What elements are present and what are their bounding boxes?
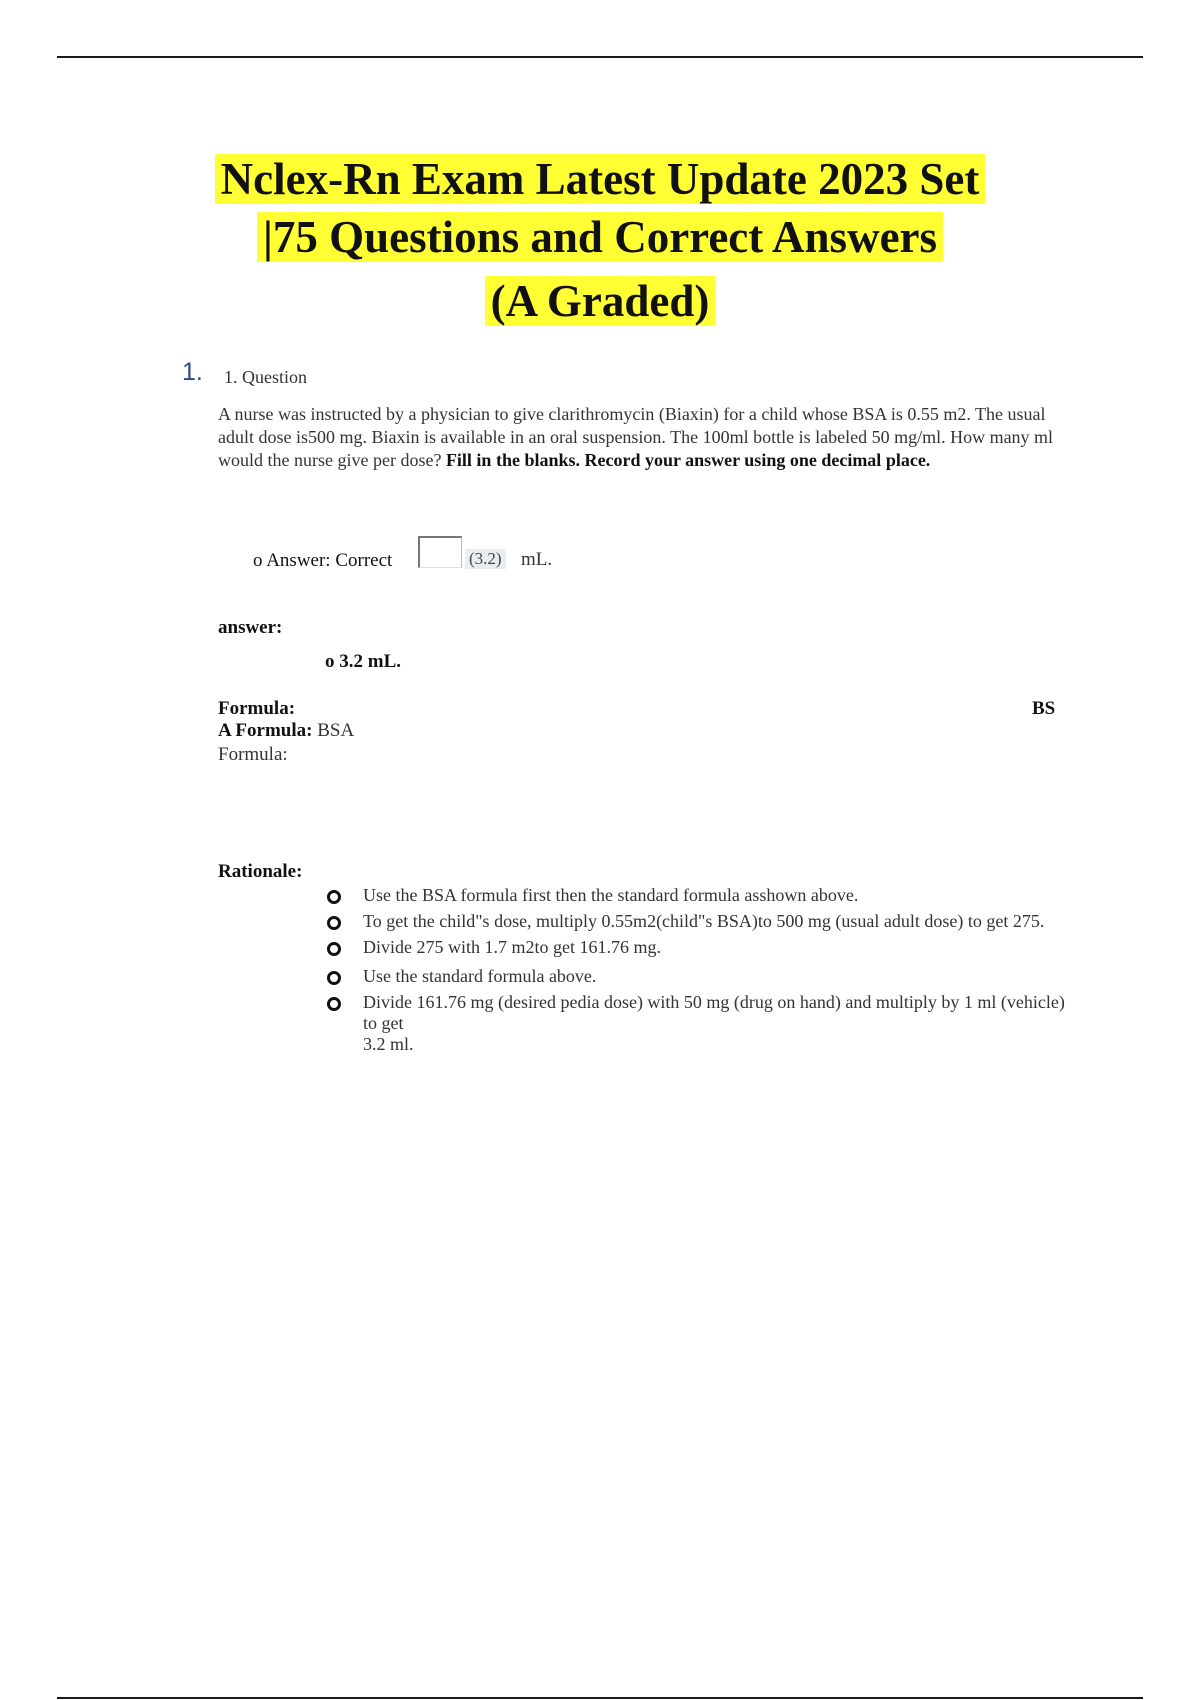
title-line-2: |75 Questions and Correct Answers: [257, 212, 943, 262]
bsa-formula-label: A Formula:: [218, 720, 313, 741]
answer-unit: mL.: [521, 549, 553, 570]
bsa-formula-line: [218, 720, 354, 742]
rationale-item-continuation: 3.2 ml.: [363, 1034, 414, 1054]
answer-line-prefix: o Answer: Correct: [253, 550, 393, 571]
rationale-item: To get the child"s dose, multiply 0.55m2(child"s BSA)to 500 mg (usual adult dose) to get 275.: [325, 911, 1065, 932]
rationale-item: Use the BSA formula first then the standard formula asshown above.: [325, 885, 1065, 906]
answer-value: (3.2): [465, 549, 506, 569]
bottom-rule: [57, 1697, 1143, 1699]
formula-label-right: BS: [1032, 698, 1056, 719]
bsa-formula-value: BSA: [317, 720, 355, 741]
rationale-item: Divide 275 with 1.7 m2to get 161.76 mg.: [325, 937, 1065, 958]
circle-bullet-icon: [327, 916, 341, 930]
rationale-item: Use the standard formula above.: [325, 966, 1065, 987]
question-label: 1. Question: [224, 367, 307, 387]
document-title: [100, 150, 1100, 330]
rationale-list: [325, 885, 1065, 1055]
title-line-1: Nclex-Rn Exam Latest Update 2023 Set: [215, 154, 986, 204]
circle-bullet-icon: [327, 997, 341, 1011]
title-line-3: (A Graded): [485, 276, 716, 326]
correct-answer-value: o 3.2 mL.: [325, 651, 401, 672]
question-text: A nurse was instructed by a physician to give clarithromycin (Biaxin) for a child whose BSA is 0.55 m2. The usual adult dose is500 mg. Biaxin is available in an oral suspension. The 100ml bottle is labeled 50 mg/ml. How many ml would the nurse give per dose?: [218, 404, 1054, 470]
question-body: [218, 403, 1078, 472]
circle-bullet-icon: [327, 890, 341, 904]
rationale-label: Rationale:: [218, 861, 303, 882]
formula-label: Formula:: [218, 698, 296, 719]
formula-label-3: Formula:: [218, 744, 288, 765]
answer-blank-input[interactable]: [418, 536, 462, 568]
question-list-number: 1.: [182, 358, 203, 386]
correct-answer-label: answer:: [218, 617, 283, 638]
circle-bullet-icon: [327, 942, 341, 956]
rationale-item: Divide 161.76 mg (desired pedia dose) with 50 mg (drug on hand) and multiply by 1 ml (vehicle) to get 3.2 ml.: [325, 992, 1065, 1055]
top-rule: [57, 56, 1143, 58]
circle-bullet-icon: [327, 971, 341, 985]
question-instruction: Fill in the blanks. Record your answer using one decimal place.: [445, 450, 931, 470]
